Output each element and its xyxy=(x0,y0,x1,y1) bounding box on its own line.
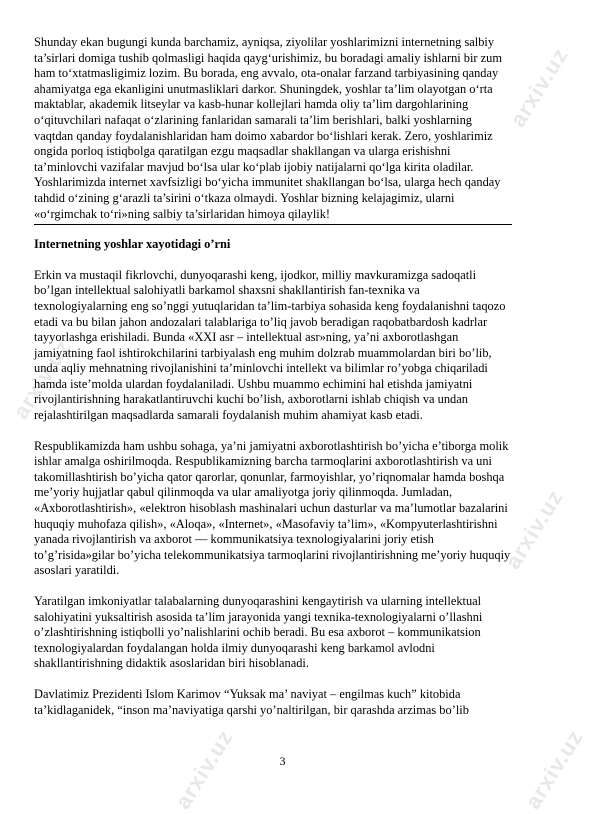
paragraph: Erkin va mustaqil fikrlovchi, dunyoqarashi keng, ijodkor, milliy mavkuramizga sadoqatli bo’lgan intellektual salohiyatli barkamol shaxsni shakllantirish fan-texnika va texnologiyalarning eng so’nggi yutuqlaridan ta’lim-tarbiya sohasida keng foydalanishni taqozo etadi va bu bilan jahon andozalari talablariga to’liq javob beradigan raqobatbardosh kadrlar tayyorlashga erishiladi. Bunda «XXI asr – intellektual asr»ning, ya’ni axborotlashgan jamiyatning faol ishtirokchilarini tarbiyalash eng muhim dolzrab muammolardan biri bo’lib, unda aqliy mehnatning rivojlanishini ta’minlovchi intellekt va bilimlar ro’yobga chiqariladi hamda iste’molda ulardan foydalaniladi. Ushbu muammo echimini hal etishda jamiyatni rivojlantirishning harakatlantiruvchi kuchi bo’lish, axborotlarni ishlab chiqish va undan rejalashtirilgan maqsadlarda samarali foydalanish muhim ahamiyat kasb etadi. xyxy=(34,267,506,423)
watermark: arxiv.uz xyxy=(8,335,76,424)
watermark: arxiv.uz xyxy=(500,485,568,574)
section-heading: Internetning yoshlar xayotidagi o’rni xyxy=(34,237,231,252)
watermark: arxiv.uz xyxy=(505,43,573,132)
divider xyxy=(34,224,512,225)
paragraph: Yaratilgan imkoniyatlar talabalarning dunyoqarashini kengaytirish va ularning intellektual salohiyatini yuksaltirish asosida ta’lim jarayonida yangi texnika-texnologiyalarni o’llashni o’zlashtirishning istiqbolli yo’nalishlarini ochib beradi. Bu esa axborot – kommunikatsion texnologiyalardan foydalangan holda ilmiy dunyoqarashi keng barkamol avlodni shakllantirishning didaktik asoslaridan biri hisoblanadi. xyxy=(34,594,483,671)
paragraph: Respublikamizda ham ushbu sohaga, ya’ni jamiyatni axborotlashtirish bo’yicha e’tiborga molik ishlar amalga oshirilmoqda. Respublikamizning barcha tarmoqlarini axborotlashtirish va uni takomillashtirish bo’yicha qator qarorlar, qonunlar, farmoyishlar, yo’riqnomalar hamda boshqa me’yoriy hujjatlar qabul qilinmoqda va ular amaliyotga joriy qilinmoqda. Jumladan, «Axborotlashtirish», «elektron hisoblash mashinalari uchun dasturlar va ma’lumotlar bazalarini huquqiy muhofaza qilish», «Aloqa», «Internet», «Masofaviy ta’lim», «Kompyuterlashtirishni yanada rivojlantirish va axborot — kommunikatsiya texnologiyalarini joriy etish to’g’risida»gilar bo’yicha telekommunikatsiya tarmoqlarini rivojlantirishning me’yoriy huquqiy asoslari yaratildi. xyxy=(34,438,511,578)
watermark: arxiv.uz xyxy=(170,725,238,814)
page-number: 3 xyxy=(279,754,286,768)
paragraph: Davlatimiz Prezidenti Islom Karimov “Yuksak ma’ naviyat – engilmas kuch” kitobida ta’kidlaganidek, “inson ma’naviyatiga qarshi yo’naltirilgan, bir qarashda arzimas bo’lib xyxy=(34,686,469,717)
watermark: arxiv.uz xyxy=(520,725,588,814)
document-body xyxy=(34,35,512,718)
paragraph-intro: Shunday ekan bugungi kunda barchamiz, ayniqsa, ziyolilar yoshlarimizni internetning salbiy ta’sirlari domiga tushib qolmasligi haqida qayg‘urishimiz, bu boradagi amaliy ishlarni bir zum ham to‘xtatmasligimiz lozim. Bu borada, eng avvalo, ota-onalar farzand tarbiyasining qanday ahamiyatga ega ekanligini unutmasliklari darkor. Shuningdek, yoshlar ta’lim olayotgan o‘rta maktablar, akademik litseylar va kasb-hunar kollejlari hamda oliy ta’lim dargohlarining o‘qituvchilari nafaqat o‘zlarining fanlaridan samarali ta’lim berishlari, balki yoshlarning vaqtdan qanday foydalanishlaridan ham doimo xabardor bo‘lishlari kerak. Zero, yoshlarimiz ongida porloq istiqbolga qaratilgan ezgu maqsadlar shakllangan va ularga erishishni ta’minlovchi vazifalar mavjud bo‘lsa ular ko‘plab ijobiy natijalarni qo‘lga kirita oladilar. Yoshlarimizda internet xavfsizligi bo‘yicha immunitet shakllangan bo‘lsa, ularga hech qanday tahdid o‘zining g‘arazli ta’sirini o‘tkaza olmaydi. Yoshlar bizning kelajagimiz, ularni «o‘rgimchak to‘ri»ning salbiy ta’sirlaridan himoya qilaylik! xyxy=(34,35,502,221)
